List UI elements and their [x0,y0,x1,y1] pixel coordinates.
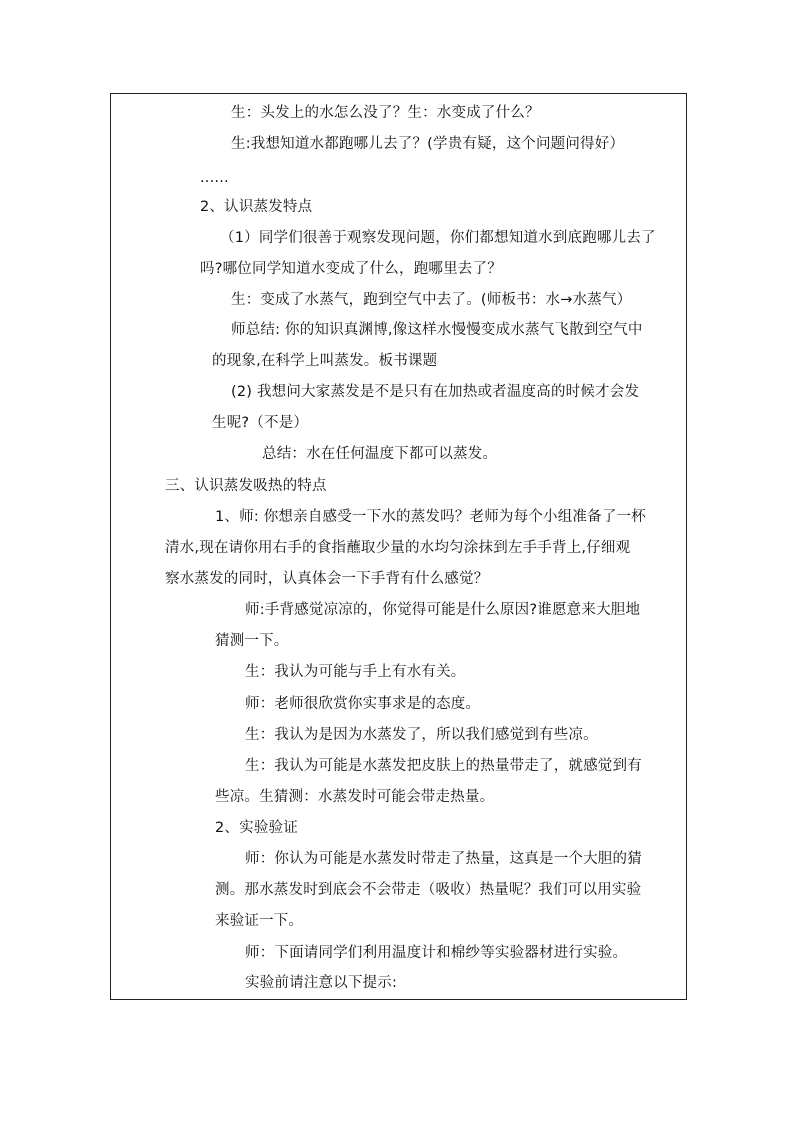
text-line: 些凉。生猜测：水蒸发时可能会带走热量。 [215,789,495,805]
text-line: 生：头发上的水怎么没了？生：水变成了什么？ [231,105,540,121]
text-line: 1、师: 你想亲自感受一下水的蒸发吗？老师为每个小组准备了一杯 [215,509,646,525]
text-line: 实验前请注意以下提示: [245,975,398,991]
section-heading: 2、认识蒸发特点 [200,199,313,215]
text-line: (2) 我想问大家蒸发是不是只有在加热或者温度高的时候才会发 [231,384,640,400]
text-line: 生:我想知道水都跑哪儿去了？(学贵有疑，这个问题问得好） [231,136,625,152]
text-line: 吗?哪位同学知道水变成了什么，跑哪里去了？ [200,261,502,277]
text-line: 师:手背感觉凉凉的，你觉得可能是什么原因?谁愿意来大胆地 [245,602,641,618]
text-line: 师总结: 你的知识真渊博,像这样水慢慢变成水蒸气飞散到空气中 [231,322,643,338]
text-line: （1）同学们很善于观察发现问题，你们都想知道水到底跑哪儿去了 [220,230,656,246]
text-line: 生呢?（不是） [212,415,309,431]
text-line: 清水,现在请你用右手的食指蘸取少量的水均匀涂抹到左手手背上,仔细观 [165,540,631,556]
text-line: 的现象,在科学上叫蒸发。板书课题 [212,353,438,369]
text-line: 总结：水在任何温度下都可以蒸发。 [262,446,498,462]
text-line: 测。那水蒸发时到底会不会带走（吸收）热量呢？我们可以用实验 [215,882,642,898]
text-line: 来验证一下。 [215,913,304,929]
text-line: 生：变成了水蒸气，跑到空气中去了。(师板书：水→水蒸气） [231,292,632,308]
section-heading: 2、实验验证 [215,820,298,836]
text-line: ...... [200,170,229,186]
text-line: 生：我认为是因为水蒸发了，所以我们感觉到有些凉。 [245,727,598,743]
text-line: 生：我认为可能与手上有水有关。 [245,664,466,680]
text-line: 师：下面请同学们利用温度计和棉纱等实验器材进行实验。 [245,945,628,961]
text-line: 生：我认为可能是水蒸发把皮肤上的热量带走了，就感觉到有 [245,758,642,774]
text-line: 猜测一下。 [215,633,289,649]
text-line: 师：你认为可能是水蒸发时带走了热量，这真是一个大胆的猜 [245,851,642,867]
section-heading: 三、认识蒸发吸热的特点 [165,478,327,494]
text-line: 师：老师很欣赏你实事求是的态度。 [245,696,481,712]
text-line: 察水蒸发的同时，认真体会一下手背有什么感觉？ [165,571,489,587]
